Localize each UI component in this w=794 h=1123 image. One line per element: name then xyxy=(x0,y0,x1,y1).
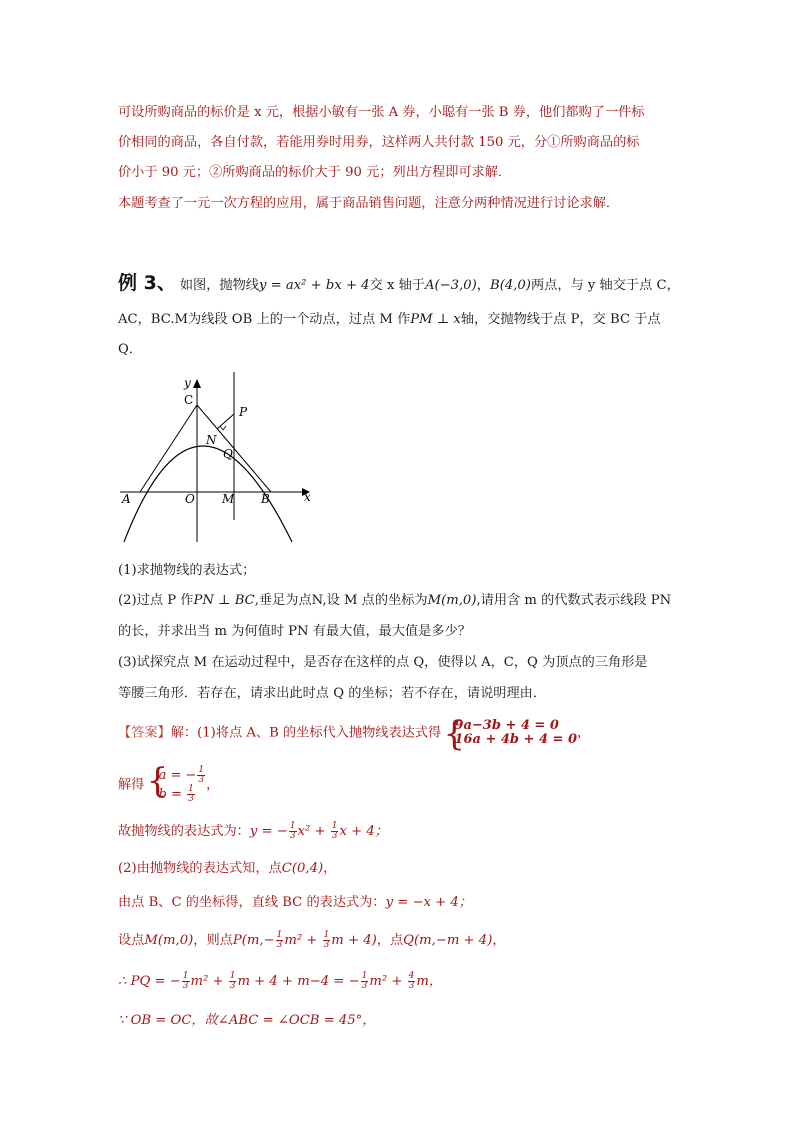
answer-text: (2)由抛物线的表达式知，点 xyxy=(118,861,282,876)
point-q: Q(m,−m + 4) xyxy=(403,933,493,948)
example-text: 如图，抛物线 xyxy=(179,278,259,293)
point-m: M(m,0) xyxy=(144,933,194,948)
numerator: 1 xyxy=(188,784,194,794)
example-line-2 xyxy=(118,311,661,329)
fraction xyxy=(187,785,195,804)
label-p: P xyxy=(239,405,248,419)
answer-text: 故抛物线的表达式为： xyxy=(118,824,250,839)
label-a: A xyxy=(122,492,131,506)
b-value: b = xyxy=(158,787,187,802)
answer-line-5 xyxy=(118,894,472,912)
label-n: N xyxy=(206,433,217,447)
label-b: B xyxy=(261,492,270,506)
numerator: 1 xyxy=(361,971,368,981)
fraction xyxy=(361,972,369,991)
fraction xyxy=(323,931,331,950)
intro-line-1: 可设所购商品的标价是 x 元，根据小敏有一张 A 券，小聪有一张 B 券，他们都购了一件标 xyxy=(118,105,645,120)
answer-tag: 【答案】 xyxy=(118,725,171,741)
point-p: P(m,− xyxy=(232,933,275,948)
denominator: 3 xyxy=(331,831,338,841)
answer-line-7 xyxy=(118,972,442,991)
numerator: 1 xyxy=(331,821,338,831)
parabola-equation: y = ax² + bx + 4 xyxy=(258,278,370,293)
intro-line-3: 价小于 90 元；②所购商品的标价大于 90 元；列出方程即可求解． xyxy=(118,165,512,180)
example-text: 交 x 轴于 xyxy=(369,278,425,293)
label-c: C xyxy=(184,393,194,407)
system-row: { 9a−3b + 4 = 0 xyxy=(454,718,559,733)
parabola-diagram xyxy=(116,370,316,545)
example-text: AC，BC.M为线段 OB 上的一个动点，过点 M 作 xyxy=(118,312,411,327)
example-text: ， xyxy=(476,278,490,293)
example-text: 两点，与 y 轴交于点 C， xyxy=(530,278,680,293)
example-line-1 xyxy=(118,274,680,295)
question-2-line-1 xyxy=(118,592,671,610)
numerator: 4 xyxy=(408,971,415,981)
question-text: ,请用含 m 的代数式表示线段 PN xyxy=(476,593,672,608)
denominator: 3 xyxy=(188,794,194,804)
answer-line-1 xyxy=(118,719,590,747)
point-p: m² + xyxy=(284,933,322,948)
intro-line-2: 价相同的商品，各自付款，若能用券时用券，这样两人共付款 150 元，分①所购商品的标 xyxy=(118,135,640,150)
fraction xyxy=(276,931,284,950)
equation-system-1 xyxy=(445,719,577,747)
denominator: 3 xyxy=(323,940,330,950)
expression: m² + xyxy=(190,974,228,989)
denominator: 3 xyxy=(276,940,283,950)
point-c: C(0,4) xyxy=(281,861,324,876)
question-3-line-2: 等腰三角形．若存在，请求出此时点 Q 的坐标；若不存在，请说明理由． xyxy=(118,686,547,701)
label-y: y xyxy=(184,376,191,390)
expression: ∵ OB = OC，故∠ABC = ∠OCB = 45°， xyxy=(118,1013,376,1028)
answer-line-6 xyxy=(118,931,506,950)
numerator: 1 xyxy=(289,821,296,831)
equation-system-2 xyxy=(149,766,207,804)
point-a: A(−3,0) xyxy=(424,278,477,293)
question-text: ,垂足为点N,设 M 点的坐标为 xyxy=(254,593,428,608)
fraction xyxy=(182,972,190,991)
a-value: a = − xyxy=(158,768,197,783)
question-text: (2)过点 P 作 xyxy=(118,593,194,608)
numerator: 1 xyxy=(229,971,236,981)
question-3-line-1: (3)试探究点 M 在运动过程中，是否存在这样的点 Q，使得以 A，C，Q 为顶点的三角形是 xyxy=(118,655,648,670)
fraction xyxy=(289,822,297,841)
answer-text: ， xyxy=(206,777,220,793)
answer-text: 解得 xyxy=(118,777,145,793)
denominator: 3 xyxy=(182,981,189,991)
answer-text: ， xyxy=(492,933,506,948)
fraction xyxy=(331,822,339,841)
denominator: 3 xyxy=(229,981,236,991)
answer-text: ， xyxy=(577,725,591,741)
point-m: M(m,0) xyxy=(427,593,477,608)
fraction xyxy=(408,972,416,991)
denominator: 3 xyxy=(198,775,205,785)
intro-line-4: 本题考查了一元一次方程的应用，属于商品销售问题，注意分两种情况进行讨论求解． xyxy=(118,196,620,211)
numerator: 1 xyxy=(182,971,189,981)
point-b: B(4,0) xyxy=(490,278,531,293)
answer-text: ，则点 xyxy=(193,933,233,948)
denominator: 3 xyxy=(361,981,368,991)
expression: x² + xyxy=(297,824,330,839)
label-m: M xyxy=(222,492,235,506)
expression: m² + xyxy=(369,974,407,989)
fraction xyxy=(229,972,237,991)
pm-perp: PM ⊥ x xyxy=(410,312,461,327)
question-2-line-2: 的长，并求出当 m 为何值时 PN 有最大值，最大值是多少？ xyxy=(118,624,471,639)
fraction xyxy=(197,766,205,785)
right-angle-mark xyxy=(220,426,226,430)
numerator: 1 xyxy=(198,765,205,775)
point-p: m + 4) xyxy=(331,933,377,948)
expression: m + 4 + m−4 = − xyxy=(237,974,360,989)
denominator: 3 xyxy=(289,831,296,841)
system-row xyxy=(159,766,207,785)
answer-text: 由点 B、C 的坐标得，直线 BC 的表达式为： xyxy=(118,895,386,910)
expression: x + 4； xyxy=(339,824,388,839)
label-x: x xyxy=(304,490,311,504)
system-row: 16a + 4b + 4 = 0 xyxy=(454,732,577,747)
answer-line-2 xyxy=(118,766,219,804)
answer-text: 解：(1)将点 A、B 的坐标代入抛物线表达式得 xyxy=(170,725,442,741)
question-1: (1)求抛物线的表达式； xyxy=(118,563,256,578)
y-axis-arrow xyxy=(193,379,201,388)
denominator: 3 xyxy=(408,981,415,991)
line-bc-equation: y = −x + 4； xyxy=(385,895,472,910)
expression: y = − xyxy=(249,824,288,839)
system-row xyxy=(159,785,207,804)
answer-text: 设点 xyxy=(118,933,145,948)
answer-line-4 xyxy=(118,860,336,878)
example-label: 例 3、 xyxy=(118,272,176,294)
expression: m， xyxy=(416,974,443,989)
answer-line-8 xyxy=(118,1012,375,1030)
numerator: 1 xyxy=(276,930,283,940)
label-q: Q xyxy=(223,447,233,461)
example-line-3: Q． xyxy=(118,342,142,357)
label-o: O xyxy=(185,492,195,506)
expression: ∴ PQ = − xyxy=(118,974,181,989)
answer-text: ，点 xyxy=(376,933,404,948)
answer-line-3 xyxy=(118,822,388,841)
answer-text: ， xyxy=(323,861,337,876)
numerator: 1 xyxy=(323,930,330,940)
pn-perp-bc: PN ⊥ BC xyxy=(193,593,255,608)
example-text: 轴，交抛物线于点 P，交 BC 于点 xyxy=(460,312,661,327)
